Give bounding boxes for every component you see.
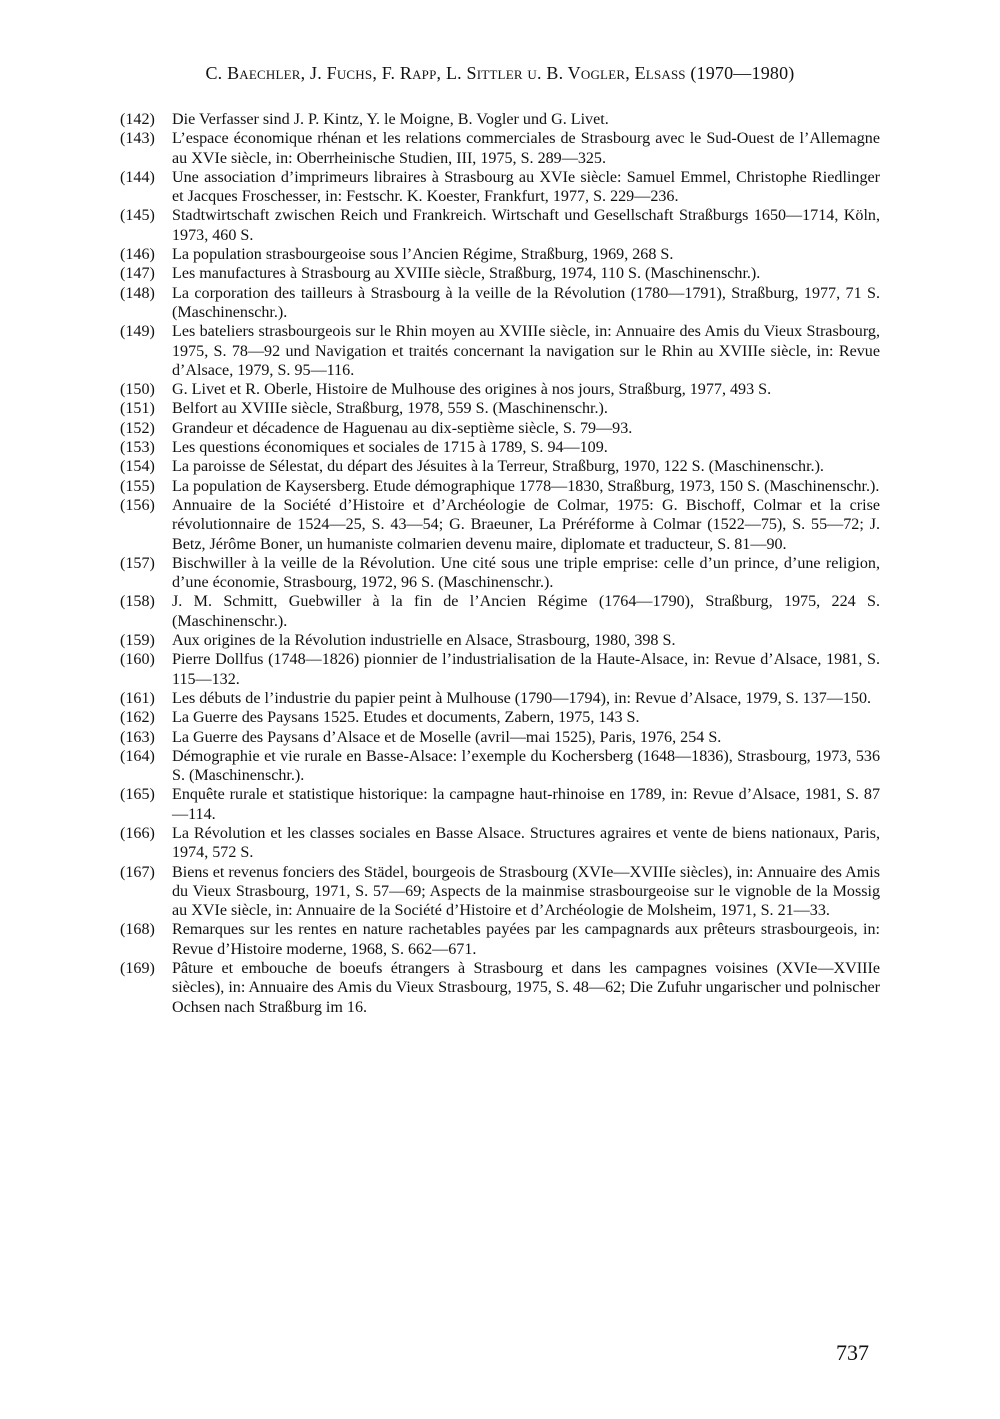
footnote-text: J. M. Schmitt, Guebwiller à la fin de l’Ancien Régime (1764—1790), Straßburg, 1975, 224 S. (Maschinenschr.). [172, 593, 880, 630]
footnote-text: Les bateliers strasbourgeois sur le Rhin moyen au XVIIIe siècle, in: Annuaire des Amis du Vieux Strasbourg, 1975, S. 78—92 und Navigation et traités concernant la navigation sur le Rhin au XVIIIe siècle, in: Revue d’Alsace, 1979, S. 95—116. [172, 323, 880, 379]
footnote-text: Bischwiller à la veille de la Révolution. Une cité sous une triple emprise: celle d’un prince, d’une religion, d’une économie, Strasbourg, 1972, 96 S. (Maschinenschr.). [172, 554, 880, 592]
footnote-number: (159) [120, 632, 155, 650]
footnote-number: (160) [120, 651, 155, 669]
footnote-number: (165) [120, 786, 155, 804]
footnote-item [120, 168, 880, 207]
footnote-text: Biens et revenus fonciers des Städel, bourgeois de Strasbourg (XVIe—XVIIIe siècles), in: Annuaire des Amis du Vieux Strasbourg, 1971, S. 57—69; Aspects de la mainmise strasbourgeoise sur le vignoble de la Mossig au XVIe siècle, in: Annuaire de la Société d’Histoire et d’Archéologie de Molsheim, 1971, S. 21—33. [172, 863, 880, 920]
footnote-item [120, 419, 880, 438]
footnote-number: (168) [120, 921, 155, 939]
footnote-text: La paroisse de Sélestat, du départ des Jésuites à la Terreur, Straßburg, 1970, 122 S. (Maschinenschr.). [172, 458, 824, 476]
footnote-number: (146) [120, 246, 155, 264]
footnote-text: Enquête rurale et statistique historique: la campagne haut-rhinoise en 1789, in: Revue d’Alsace, 1981, S. 87—114. [172, 786, 880, 823]
running-header: C. Baechler, J. Fuchs, F. Rapp, L. Sittler u. B. Vogler, Elsaß (1970—1980) [205, 63, 795, 83]
footnote-item [120, 708, 880, 727]
footnote-item [120, 399, 880, 418]
footnote-number: (162) [120, 709, 155, 727]
footnote-number: (147) [120, 265, 155, 283]
footnote-number: (163) [120, 728, 155, 746]
footnote-number: (166) [120, 824, 155, 842]
footnote-item [120, 245, 880, 264]
footnote-item [120, 785, 880, 824]
footnote-text: La corporation des tailleurs à Strasbourg à la veille de la Révolution (1780—1791), Straßburg, 1977, 71 S. (Maschinenschr.). [172, 284, 880, 321]
footnote-item [120, 824, 880, 863]
footnote-item [120, 380, 880, 399]
footnote-number: (149) [120, 323, 155, 341]
footnote-item [120, 863, 880, 921]
footnote-item [120, 554, 880, 593]
footnote-number: (153) [120, 439, 155, 457]
footnote-item [120, 650, 880, 689]
footnote-text: Grandeur et décadence de Haguenau au dix-septième siècle, S. 79—93. [172, 419, 633, 437]
footnote-text: Belfort au XVIIIe siècle, Straßburg, 1978, 559 S. (Maschinenschr.). [172, 400, 608, 418]
footnote-item [120, 457, 880, 476]
footnote-number: (151) [120, 400, 155, 418]
footnote-item [120, 206, 880, 245]
footnote-text: Remarques sur les rentes en nature rachetables payées par les campagnards aux prêteurs strasbourgeois, in: Revue d’Histoire moderne, 1968, S. 662—671. [172, 921, 880, 958]
footnote-text: Les débuts de l’industrie du papier peint à Mulhouse (1790—1794), in: Revue d’Alsace, 1979, S. 137—150. [172, 689, 872, 707]
footnote-item [120, 496, 880, 554]
footnote-text: Die Verfasser sind J. P. Kintz, Y. le Moigne, B. Vogler und G. Livet. [172, 111, 609, 128]
footnote-text: Annuaire de la Société d’Histoire et d’Archéologie de Colmar, 1975: G. Bischoff, Colmar et la crise révolutionnaire de 1524—25, S. 43—54; G. Braeuner, La Préréforme à Colmar (1522—75), S. 55—72; J. Betz, Jérôme Boner, un humaniste colmarien devenu maire, diplomate et traducteur, S. 81—90. [172, 496, 880, 553]
footnote-item [120, 920, 880, 959]
footnote-text: Les manufactures à Strasbourg au XVIIIe siècle, Straßburg, 1974, 110 S. (Maschinenschr.). [172, 265, 761, 283]
footnote-number: (156) [120, 496, 155, 514]
footnote-text: Les questions économiques et sociales de 1715 à 1789, S. 94—109. [172, 439, 608, 457]
page-number: 737 [836, 1340, 869, 1365]
footnote-text: Stadtwirtschaft zwischen Reich und Frankreich. Wirtschaft und Gesellschaft Straßburgs 1650—1714, Köln, 1973, 460 S. [172, 207, 880, 244]
footnote-item [120, 631, 880, 650]
footnote-number: (142) [120, 111, 155, 128]
footnote-item [120, 322, 880, 380]
footnote-item [120, 264, 880, 283]
footnote-number: (167) [120, 863, 155, 881]
footnote-number: (148) [120, 284, 155, 302]
footnote-number: (158) [120, 593, 155, 611]
footnote-text: L’espace économique rhénan et les relations commerciales de Strasbourg avec le Sud-Ouest de l’Allemagne au XVIe siècle, in: Oberrheinische Studien, III, 1975, S. 289—325. [172, 130, 880, 167]
footnote-number: (157) [120, 554, 155, 572]
footnote-item [120, 747, 880, 786]
footnote-text: Une association d’imprimeurs libraires à Strasbourg au XVIe siècle: Samuel Emmel, Christophe Riedlinger et Jacques Froschesser, in: Festschr. K. Koester, Frankfurt, 1977, S. 229—236. [172, 168, 880, 206]
footnote-text: La Révolution et les classes sociales en Basse Alsace. Structures agraires et vente de biens nationaux, Paris, 1974, 572 S. [172, 824, 880, 862]
footnote-number: (161) [120, 689, 155, 707]
footnote-text: Démographie et vie rurale en Basse-Alsace: l’exemple du Kochersberg (1648—1836), Strasbourg, 1973, 536 S. (Maschinenschr.). [172, 747, 880, 785]
footnote-number: (152) [120, 419, 155, 437]
footnote-number: (145) [120, 207, 155, 225]
footnote-item [120, 284, 880, 323]
footnote-text: La Guerre des Paysans d’Alsace et de Moselle (avril—mai 1525), Paris, 1976, 254 S. [172, 728, 722, 746]
footnote-number: (164) [120, 747, 155, 765]
footnote-text: Pierre Dollfus (1748—1826) pionnier de l’industrialisation de la Haute-Alsace, in: Revue d’Alsace, 1981, S. 115—132. [172, 651, 880, 688]
footnote-item [120, 959, 880, 1017]
footnote-text: La population strasbourgeoise sous l’Ancien Régime, Straßburg, 1969, 268 S. [172, 246, 674, 264]
footnote-text: La Guerre des Paysans 1525. Etudes et documents, Zabern, 1975, 143 S. [172, 709, 640, 727]
footnote-item [120, 592, 880, 631]
footnote-item [120, 689, 880, 708]
footnote-number: (143) [120, 130, 155, 148]
footnote-item [120, 438, 880, 457]
footnote-text: G. Livet et R. Oberle, Histoire de Mulhouse des origines à nos jours, Straßburg, 1977, 493 S. [172, 381, 772, 399]
footnote-text: Pâture et embouche de boeufs étrangers à Strasbourg et dans les campagnes voisines (XVIe—XVIIIe siècles), in: Annuaire des Amis du Vieux Strasbourg, 1975, S. 48—62; Die Zufuhr ungarischer und polnischer Ochsen nach Straßburg im 16. [172, 960, 880, 1016]
footnote-item [120, 728, 880, 747]
footnote-number: (169) [120, 960, 155, 978]
footnote-text: La population de Kaysersberg. Etude démographique 1778—1830, Straßburg, 1973, 150 S. (Maschinenschr.). [172, 477, 880, 495]
footnote-number: (154) [120, 458, 155, 476]
footnote-number: (155) [120, 477, 155, 495]
footnote-item [120, 110, 880, 129]
footnote-text: Aux origines de la Révolution industrielle en Alsace, Strasbourg, 1980, 398 S. [172, 632, 676, 650]
footnote-list [120, 110, 880, 1017]
footnote-number: (150) [120, 381, 155, 399]
footnote-number: (144) [120, 168, 155, 186]
footnote-item [120, 129, 880, 168]
footnote-item [120, 477, 880, 496]
page-body [120, 62, 880, 1017]
